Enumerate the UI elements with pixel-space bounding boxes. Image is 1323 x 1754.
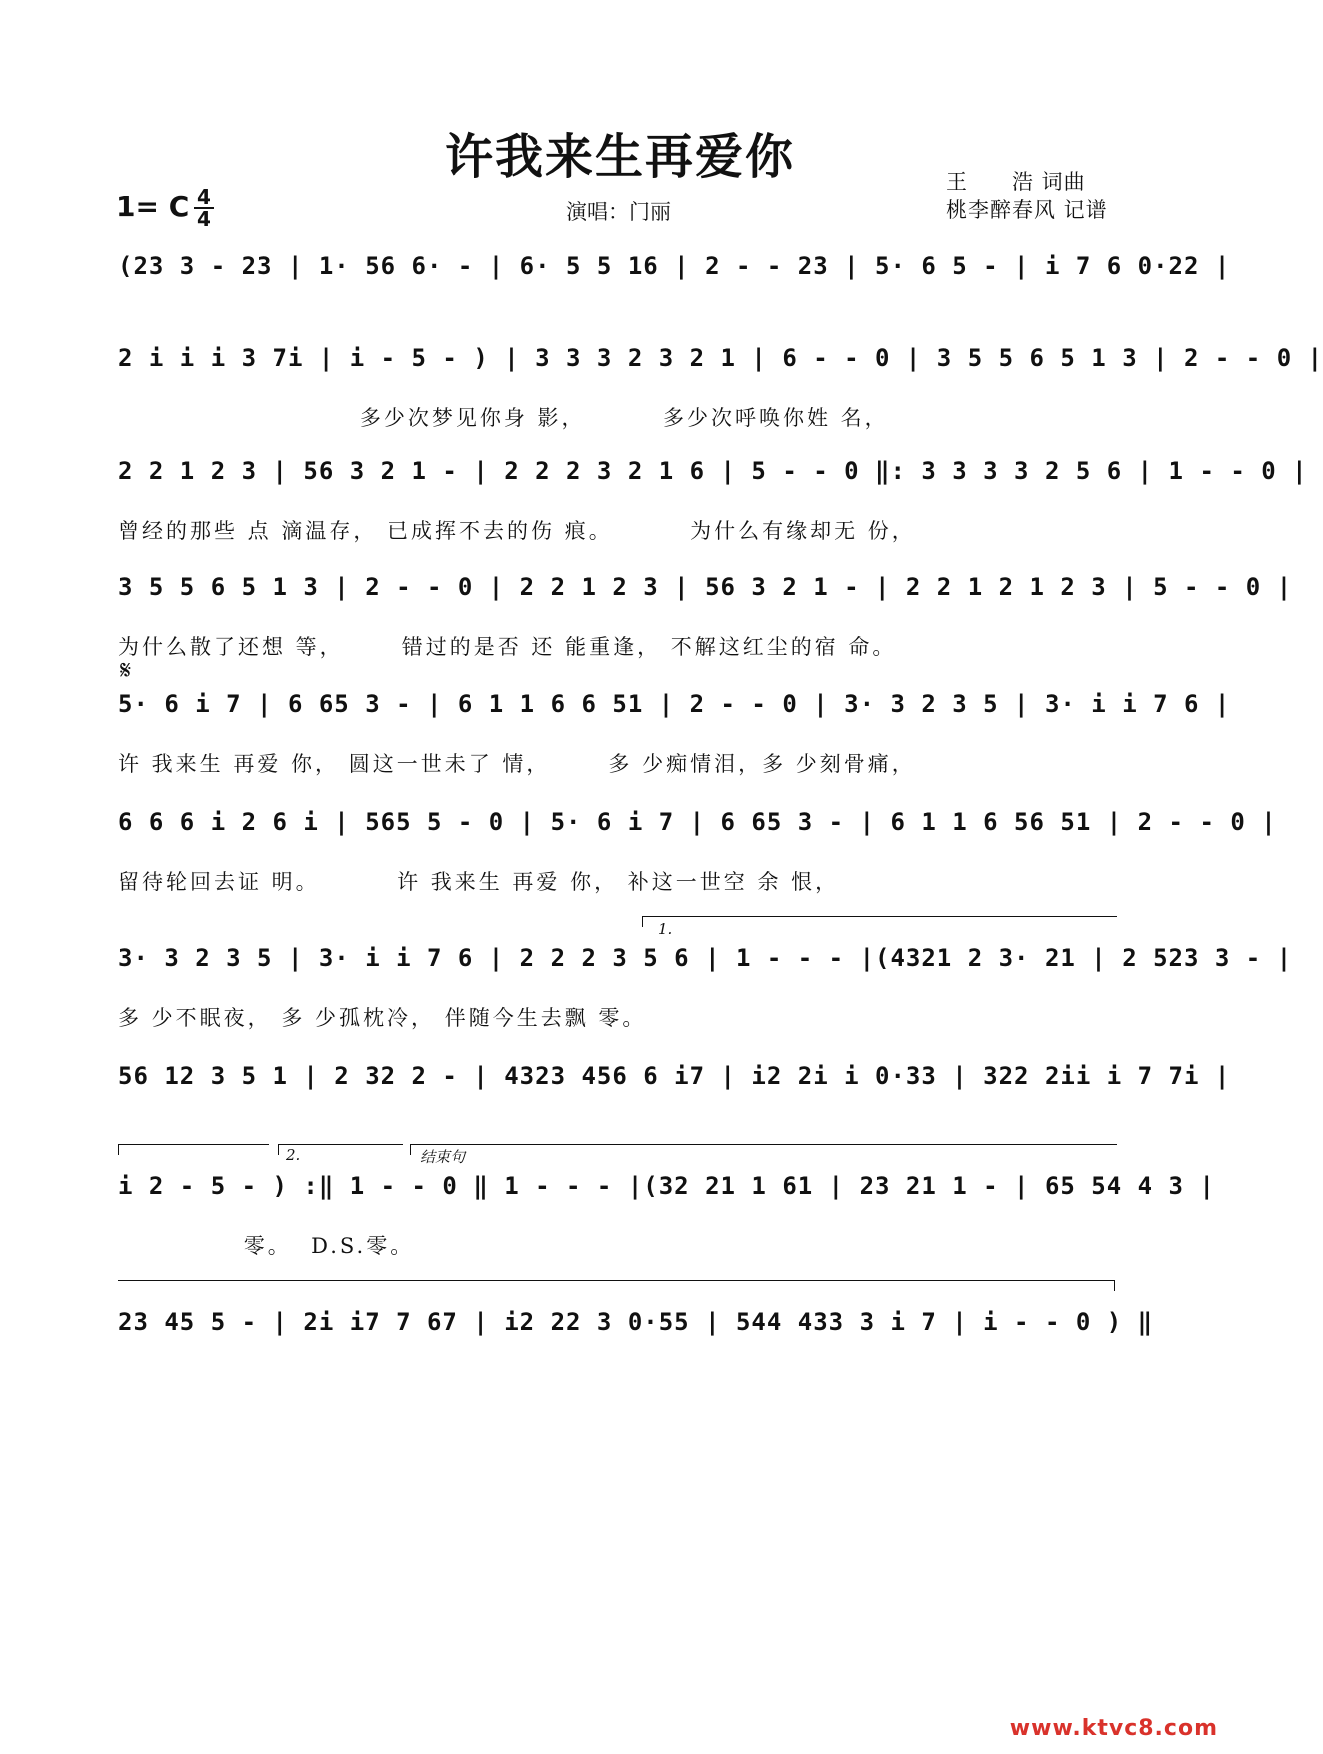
meter-bottom: 4	[197, 207, 211, 231]
score-row	[118, 1308, 1154, 1418]
notation-line: 6 6 6 i 2 6 i | 565 5 - 0 | 5· 6 i 7 | 6 65 3 - | 6 1 1 6 56 51 | 2 - - 0 |	[118, 808, 1277, 836]
score-row	[118, 344, 1323, 454]
ending-label: 结束句	[420, 1148, 466, 1166]
score-row	[118, 690, 1231, 800]
lyrics-line: 多少次梦见你身 影， 多少次呼唤你姓 名，	[118, 406, 889, 430]
lyrics-line: 许 我来生 再爱 你， 圆这一世未了 情， 多 少痴情泪，多 少刻骨痛，	[118, 752, 916, 776]
lyrics-line	[118, 1366, 1124, 1396]
lyrics-line: 为什么散了还想 等， 错过的是否 还 能重逢， 不解这红尘的宿 命。	[118, 635, 897, 659]
repeat-bracket	[118, 1144, 269, 1155]
notation-line: 3· 3 2 3 5 | 3· i i 7 6 | 2 2 2 3 5 6 | 1 - - - |(4321 2 3· 21 | 2 523 3 - |	[118, 944, 1293, 972]
notation-line: 2 i i i 3 7i | i - 5 - ) | 3 3 3 2 3 2 1 | 6 - - 0 | 3 5 5 6 5 1 3 | 2 - - 0 |	[118, 344, 1323, 372]
segno-sign: 𝄋	[120, 656, 132, 686]
time-signature	[194, 185, 214, 231]
notation-line: 2 2 1 2 3 | 56 3 2 1 - | 2 2 2 3 2 1 6 | 5 - - 0 ‖: 3 3 3 3 2 5 6 | 1 - - 0 |	[118, 457, 1308, 485]
notation-line: 5· 6 i 7 | 6 65 3 - | 6 1 1 6 6 51 | 2 - - 0 | 3· 3 2 3 5 | 3· i i 7 6 |	[118, 690, 1231, 718]
ending-bracket	[410, 1144, 1117, 1155]
score-row	[118, 944, 1293, 1054]
first-ending-label: 1.	[658, 920, 673, 938]
site-watermark: www.ktvc8.com	[1009, 1716, 1218, 1741]
notation-line: (23 3 - 23 | 1· 56 6· - | 6· 5 5 16 | 2 - - 23 | 5· 6 5 - | i 7 6 0·22 |	[118, 252, 1231, 280]
score-row	[118, 457, 1308, 567]
notation-line: i 2 - 5 - ) :‖ 1 - - 0 ‖ 1 - - - |(32 21 1 61 | 23 21 1 - | 65 54 4 3 |	[118, 1172, 1215, 1200]
first-ending-bracket	[642, 916, 1117, 927]
notation-line: 56 12 3 5 1 | 2 32 2 - | 4323 456 6 i7 | i2 2i i 0·33 | 322 2ii i 7 7i |	[118, 1062, 1231, 1090]
lyrics-line: 留待轮回去证 明。 许 我来生 再爱 你， 补这一世空 余 恨，	[118, 870, 840, 894]
lyrics-line: 曾经的那些 点 滴温存， 已成挥不去的伤 痕。 为什么有缘却无 份，	[118, 519, 916, 543]
singer-credit: 演唱：门丽	[566, 200, 671, 224]
score-row	[118, 573, 1293, 683]
lyrics-line: 零。 D.S.零。	[118, 1234, 415, 1258]
notation-line: 3 5 5 6 5 1 3 | 2 - - 0 | 2 2 1 2 3 | 56 3 2 1 - | 2 2 1 2 1 2 3 | 5 - - 0 |	[118, 573, 1293, 601]
notation-line: 23 45 5 - | 2i i7 7 67 | i2 22 3 0·55 | 544 433 3 i 7 | i - - 0 ) ‖	[118, 1308, 1154, 1336]
lyricist-composer-credit: 王 浩 词曲	[946, 170, 1086, 194]
meter-top: 4	[197, 185, 211, 209]
score-row	[118, 1172, 1215, 1282]
lyrics-line: 多 少不眠夜， 多 少孤枕冷， 伴随今生去飘 零。	[118, 1006, 647, 1030]
second-ending-label: 2.	[286, 1146, 301, 1164]
score-row	[118, 1062, 1231, 1172]
key-signature: 1= C	[116, 190, 190, 223]
lyrics-line	[118, 310, 1124, 340]
transcriber-credit: 桃李醉春风 记谱	[946, 198, 1108, 222]
score-row	[118, 808, 1277, 918]
coda-bracket	[118, 1280, 1115, 1291]
song-title: 许我来生再爱你	[444, 129, 795, 185]
